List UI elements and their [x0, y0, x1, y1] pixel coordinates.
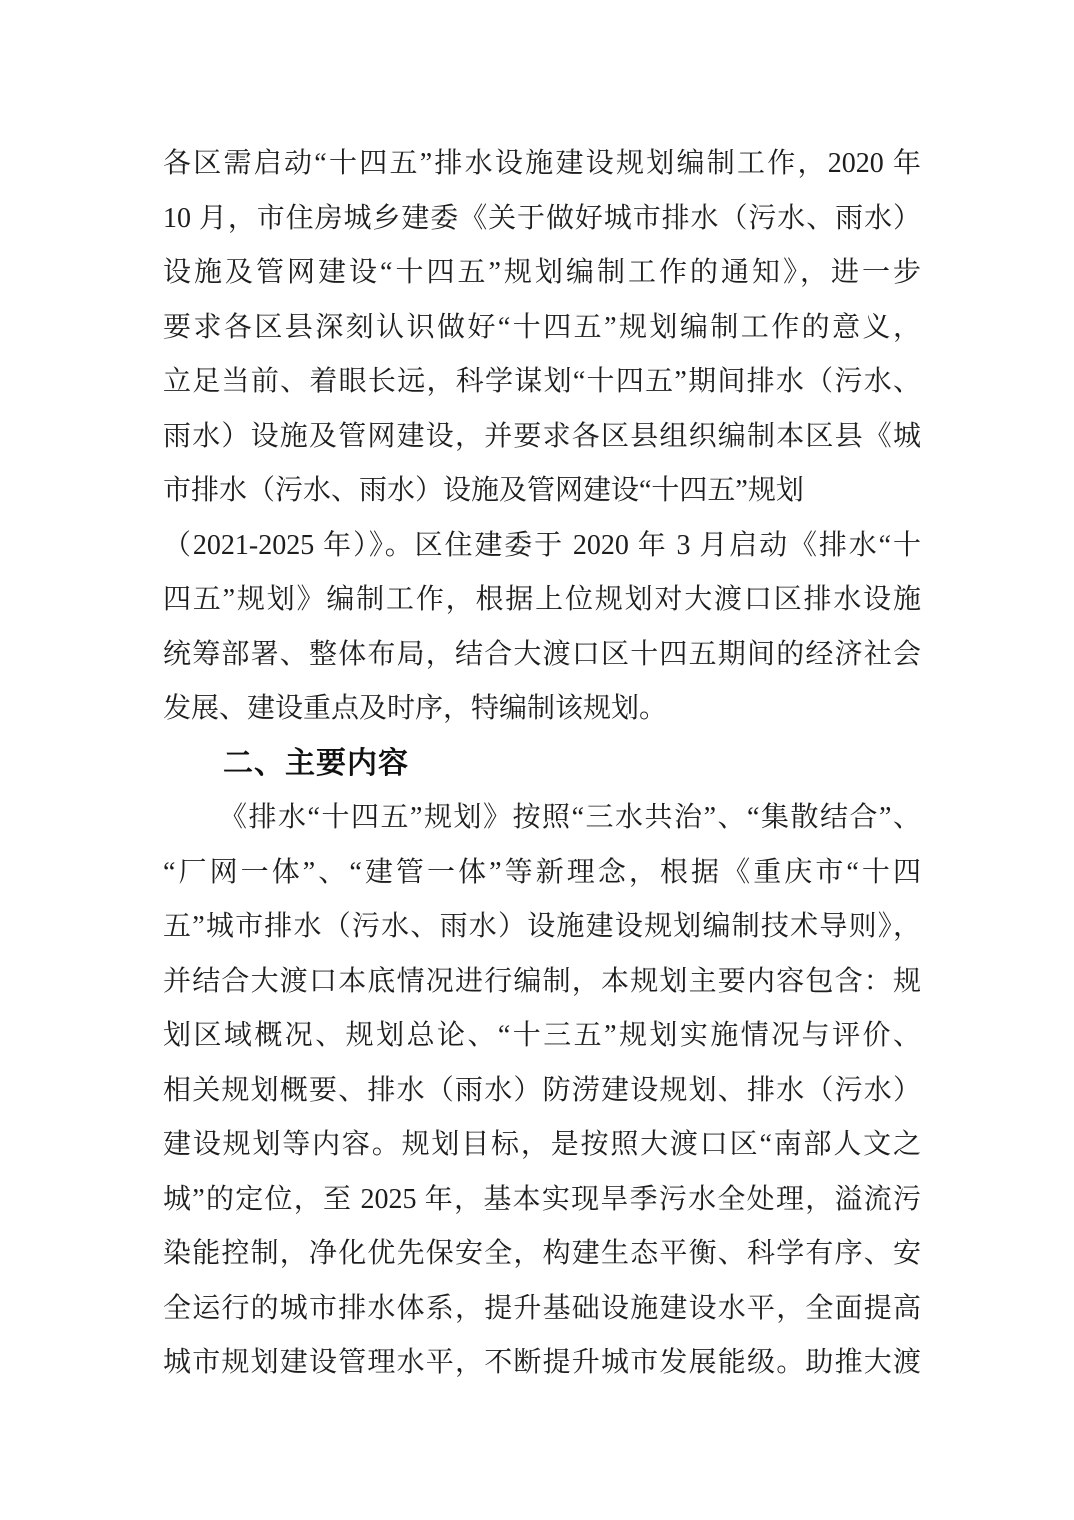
- text-line: 划区域概况、规划总论、“十三五”规划实施情况与评价、: [163, 1020, 921, 1051]
- text-line: 发展、建设重点及时序，特编制该规划。: [163, 693, 668, 724]
- text-line: 市排水（污水、雨水）设施及管网建设“十四五”规划: [163, 475, 804, 506]
- text-line: 10 月，市住房城乡建委《关于做好城市排水（污水、雨水）: [163, 202, 921, 234]
- text-line: “厂网一体”、“建管一体”等新理念，根据《重庆市“十四: [163, 856, 921, 888]
- text-line: 五”城市排水（污水、雨水）设施建设规划编制技术导则》，: [163, 911, 921, 942]
- text-line: 建设规划等内容。规划目标，是按照大渡口区“南部人文之: [163, 1129, 921, 1160]
- text-line: 城市规划建设管理水平，不断提升城市发展能级。助推大渡: [163, 1347, 921, 1378]
- text-line: 统筹部署、整体布局，结合大渡口区十四五期间的经济社会: [163, 638, 921, 670]
- text-line: 染能控制，净化优先保安全，构建生态平衡、科学有序、安: [163, 1238, 921, 1269]
- document-text-block: [163, 137, 921, 1391]
- text-line: 要求各区县深刻认识做好“十四五”规划编制工作的意义，: [163, 311, 921, 343]
- text-line: 立足当前、着眼长远，科学谋划“十四五”期间排水（污水、: [163, 366, 921, 397]
- text-line: 四五”规划》编制工作，根据上位规划对大渡口区排水设施: [163, 584, 921, 615]
- text-line: 全运行的城市排水体系，提升基础设施建设水平，全面提高: [163, 1292, 921, 1324]
- text-line: （2021-2025 年）》。区住建委于 2020 年 3 月启动《排水“十: [163, 529, 921, 561]
- text-line: 城”的定位，至 2025 年，基本实现旱季污水全处理，溢流污: [163, 1183, 921, 1215]
- section-heading: 二、主要内容: [223, 746, 409, 780]
- text-line: 并结合大渡口本底情况进行编制，本规划主要内容包含：规: [163, 965, 921, 997]
- text-line: 各区需启动“十四五”排水设施建设规划编制工作，2020 年: [163, 148, 921, 179]
- text-line: 设施及管网建设“十四五”规划编制工作的通知》，进一步: [163, 257, 921, 288]
- text-line: 《排水“十四五”规划》按照“三水共治”、“集散结合”、: [219, 802, 921, 833]
- text-line: 雨水）设施及管网建设，并要求各区县组织编制本区县《城: [163, 420, 921, 452]
- text-line: 相关规划概要、排水（雨水）防涝建设规划、排水（污水）: [163, 1074, 921, 1106]
